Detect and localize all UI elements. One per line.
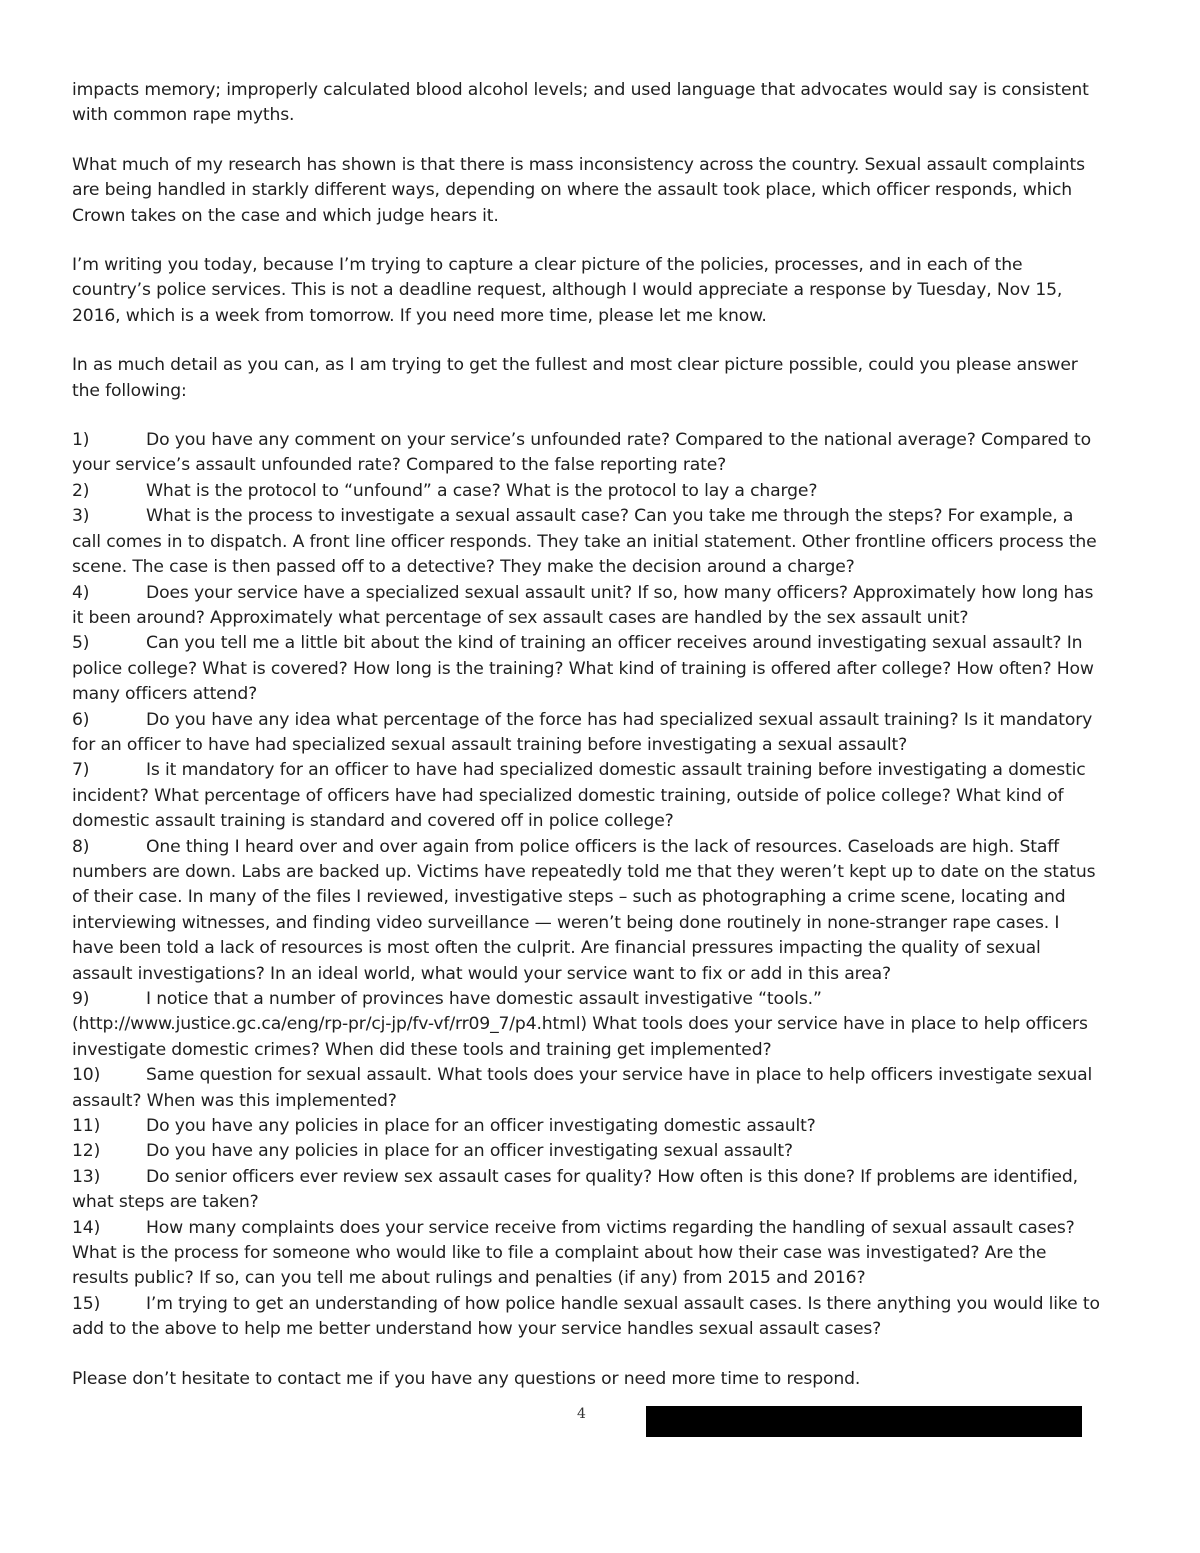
- list-item: [72, 1063, 1102, 1114]
- question-text: What is the protocol to “unfound” a case? What is the protocol to lay a charge?: [146, 480, 818, 501]
- question-number: 13): [72, 1166, 101, 1187]
- redaction-block: [646, 1406, 1082, 1437]
- question-text: One thing I heard over and over again from police officers is the lack of resources. Caseloads are high. Staff numbers are down. Labs are backed up. Victims have repeatedly told me that they weren’t kept up to date on the status of their case. In many of the files I reviewed, investigative steps – such as photographing a crime scene, locating and interviewing witnesses, and finding video surveillance — weren’t being done routinely in none-stranger rape cases. I have been told a lack of resources is most often the culprit. Are financial pressures impacting the quality of sexual assault investigations? In an ideal world, what would your service want to fix or add in this area?: [72, 836, 1096, 984]
- question-number: 2): [72, 480, 90, 501]
- paragraph-intro-continued: impacts memory; improperly calculated blood alcohol levels; and used language that advocates would say is consistent with common rape myths.: [72, 80, 1089, 126]
- paragraph-research: What much of my research has shown is that there is mass inconsistency across the country. Sexual assault complaints are being handled in starkly different ways, depending on where the assault took place, which officer responds, which Crown takes on the case and which judge hears it.: [72, 154, 1085, 226]
- letter-body: [72, 78, 1102, 1392]
- question-number: 3): [72, 506, 90, 527]
- list-item: [72, 428, 1102, 479]
- list-item: [72, 987, 1102, 1063]
- question-text: Does your service have a specialized sexual assault unit? If so, how many officers? Approximately how long has it been around? Approximately what percentage of sex assault cases are handled by the sex assault unit?: [72, 582, 1094, 628]
- question-text: Do you have any idea what percentage of the force has had specialized sexual assault training? Is it mandatory for an officer to have had specialized sexual assault training before investigating a sexual assault?: [72, 709, 1093, 755]
- question-number: 5): [72, 633, 90, 654]
- question-number: 1): [72, 430, 90, 451]
- list-item: [72, 835, 1102, 987]
- question-number: 15): [72, 1293, 101, 1314]
- question-text: Do senior officers ever review sex assault cases for quality? How often is this done? If problems are identified, what steps are taken?: [72, 1166, 1078, 1213]
- closing-line: Please don’t hesitate to contact me if you have any questions or need more time to respond.: [72, 1368, 861, 1389]
- question-number: 14): [72, 1217, 101, 1238]
- question-number: 10): [72, 1065, 101, 1086]
- question-number: 4): [72, 582, 90, 603]
- question-number: 11): [72, 1116, 101, 1137]
- list-item: [72, 708, 1102, 759]
- question-text: What is the process to investigate a sexual assault case? Can you take me through the steps? For example, a call comes in to dispatch. A front line officer responds. They take an initial statement. Other frontline officers process the scene. The case is then passed off to a detective? They make the decision around a charge?: [72, 506, 1097, 578]
- question-text: Do you have any policies in place for an officer investigating sexual assault?: [146, 1141, 793, 1162]
- question-number: 6): [72, 709, 90, 730]
- question-text: Do you have any policies in place for an officer investigating domestic assault?: [146, 1116, 816, 1137]
- question-number: 8): [72, 836, 90, 857]
- question-number: 9): [72, 989, 90, 1009]
- question-text: Same question for sexual assault. What tools does your service have in place to help officers investigate sexual assault? When was this implemented?: [72, 1065, 1093, 1111]
- question-text: Can you tell me a little bit about the kind of training an officer receives around investigating sexual assault? In police college? What is covered? How long is the training? What kind of training is offered after college? How often? How many officers attend?: [72, 633, 1094, 705]
- list-item: [72, 581, 1102, 632]
- list-item: [72, 1165, 1102, 1216]
- list-item: [72, 758, 1102, 834]
- list-item: [72, 1139, 1102, 1164]
- question-text: Do you have any comment on your service’s unfounded rate? Compared to the national average? Compared to your service’s assault unfounded rate? Compared to the false reporting rate?: [72, 430, 1091, 476]
- list-item: [72, 504, 1102, 580]
- list-item: [72, 631, 1102, 707]
- paragraph-request: I’m writing you today, because I’m trying to capture a clear picture of the policies, processes, and in each of the country’s police services. This is not a deadline request, although I would appreciate a response by Tuesday, Nov 15, 2016, which is a week from tomorrow. If you need more time, please let me know.: [72, 255, 1063, 326]
- list-item: [72, 479, 1102, 504]
- question-text: How many complaints does your service receive from victims regarding the handling of sexual assault cases? What is the process for someone who would like to file a complaint about how their case was investigated? Are the results public? If so, can you tell me about rulings and penalties (if any) from 2015 and 2016?: [72, 1217, 1075, 1289]
- list-item: [72, 1216, 1102, 1292]
- question-number: 7): [72, 760, 90, 781]
- question-text: I’m trying to get an understanding of how police handle sexual assault cases. Is there anything you would like to add to the above to help me better understand how your service handles sexual assault cases?: [72, 1293, 1100, 1340]
- question-number: 12): [72, 1141, 101, 1162]
- question-text: I notice that a number of provinces have domestic assault investigative “tools.” (http://www.justice.gc.ca/eng/rp-pr/cj-jp/fv-vf/rr09_7/p4.html) What tools does your service have in place to help officers investigate domestic crimes? When did these tools and training get implemented?: [72, 989, 1088, 1060]
- paragraph-instructions: In as much detail as you can, as I am trying to get the fullest and most clear picture possible, could you please answer the following:: [72, 355, 1078, 401]
- question-list: [72, 428, 1102, 1343]
- list-item: [72, 1292, 1102, 1343]
- question-text: Is it mandatory for an officer to have had specialized domestic assault training before investigating a domestic incident? What percentage of officers have had specialized domestic training, outside of police college? What kind of domestic assault training is standard and covered off in police college?: [72, 760, 1086, 832]
- page-number: 4: [577, 1406, 586, 1422]
- list-item: [72, 1114, 1102, 1139]
